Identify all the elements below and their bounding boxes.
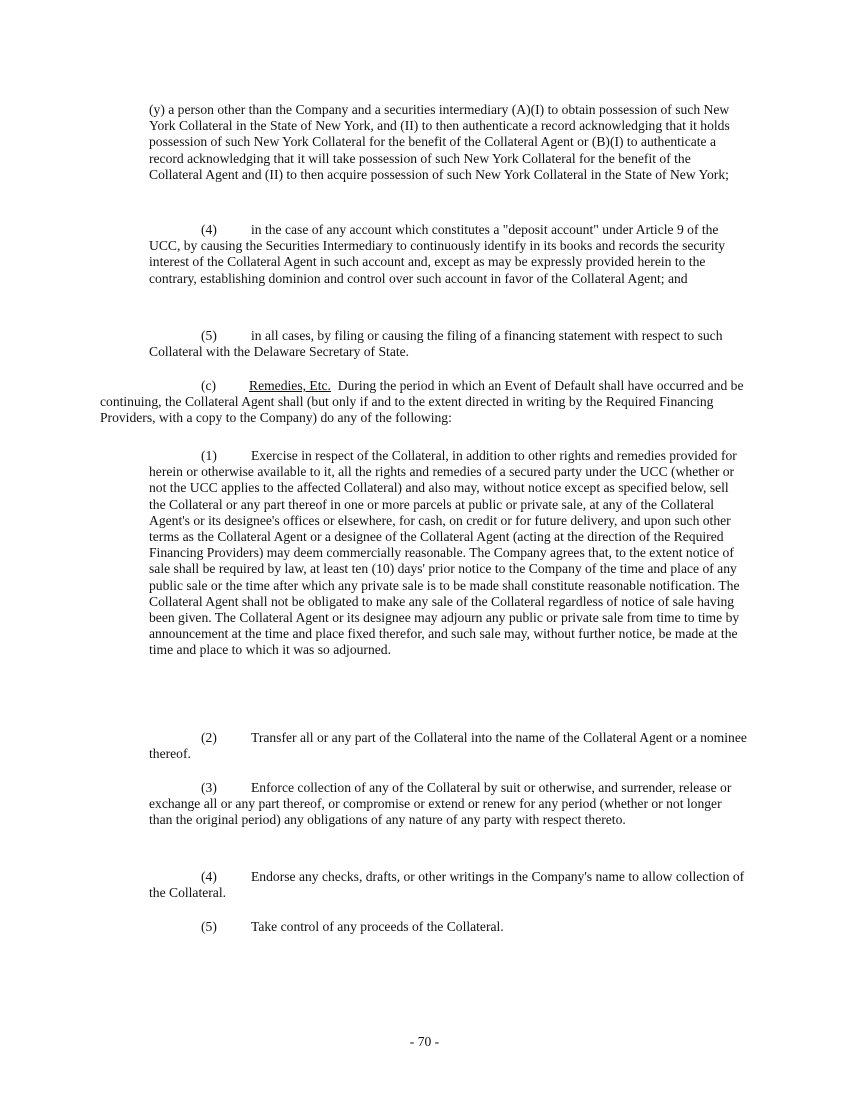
paragraph-b4 [149,222,747,287]
paragraph-text: Endorse any checks, drafts, or other writings in the Company's name to allow collection of the Collateral. [149,869,745,901]
paragraph-number: (2) [201,730,217,745]
page-number: - 70 - [409,1034,440,1049]
paragraph-c3 [149,780,747,829]
paragraph-number: (c) [201,378,217,393]
paragraph-text: (y) a person other than the Company and a securities intermediary (A)(I) to obtain possession of such New York Collateral in the State of New York, and (II) to then authenticate a record acknowledging that it holds possession of such New York Collateral for the benefit of the Collateral Agent or (B)(I) to authenticate a record acknowledging that it will take possession of such New York Collateral for the benefit of the Collateral Agent and (II) to then acquire possession of such New York Collateral in the State of New York; [149,102,730,182]
paragraph-number: (3) [201,780,217,795]
paragraph-text: in all cases, by filing or causing the filing of a financing statement with respect to such Collateral with the Delaware Secretary of State. [149,328,723,360]
section-heading: Remedies, Etc. [249,378,331,393]
paragraph-number: (5) [201,919,217,934]
paragraph-number: (4) [201,222,217,237]
paragraph-text: Enforce collection of any of the Collateral by suit or otherwise, and surrender, release or exchange all or any part thereof, or compromise or extend or renew for any period (whether or not longer than the original period) any obligations of any nature of any party with respect thereto. [149,780,732,828]
paragraph-number: (5) [201,328,217,343]
paragraph-number: (1) [201,448,217,463]
paragraph-text: in the case of any account which constitutes a "deposit account" under Article 9 of the UCC, by causing the Securities Intermediary to continuously identify in its books and records the security interest of the Collateral Agent in such account and, except as may be expressly provided herein to the contrary, establishing dominion and control over such account in favor of the Collateral Agent; and [149,222,726,286]
paragraph-c [100,378,747,427]
paragraph-text: Take control of any proceeds of the Collateral. [251,919,504,934]
paragraph-number: (4) [201,869,217,884]
paragraph-c4 [149,869,747,901]
paragraph-c1 [149,448,747,659]
paragraph-text: Exercise in respect of the Collateral, in addition to other rights and remedies provided for herein or otherwise available to it, all the rights and remedies of a secured party under the UCC (whether or not the UCC applies to the affected Collateral) and also may, without notice except as specified below, sell the Collateral or any part thereof in one or more parcels at public or private sale, at any of the Collateral Agent's or its designee's offices or elsewhere, for cash, on credit or for future delivery, and upon such other terms as the Collateral Agent or a designee of the Collateral Agent (acting at the direction of the Required Financing Providers) may deem commercially reasonable. The Company agrees that, to the extent notice of sale shall be required by law, at least ten (10) days' prior notice to the Company of the time and place of any public sale or the time after which any private sale is to be made shall constitute reasonable notification. The Collateral Agent shall not be obligated to make any sale of the Collateral regardless of notice of sale having been given. The Collateral Agent or its designee may adjourn any public or private sale from time to time by announcement at the time and place fixed therefor, and such sale may, without further notice, be made at the time and place to which it was so adjourned. [149,448,740,658]
paragraph-c5 [149,919,747,935]
paragraph-text: Transfer all or any part of the Collateral into the name of the Collateral Agent or a nominee thereof. [149,730,747,762]
paragraph-y [149,102,747,183]
paragraph-c2 [149,730,747,762]
paragraph-b5 [149,328,747,360]
paragraph-text: During the period in which an Event of Default shall have occurred and be continuing, the Collateral Agent shall (but only if and to the extent directed in writing by the Required Financing Providers, with a copy to the Company) do any of the following: [100,378,744,426]
